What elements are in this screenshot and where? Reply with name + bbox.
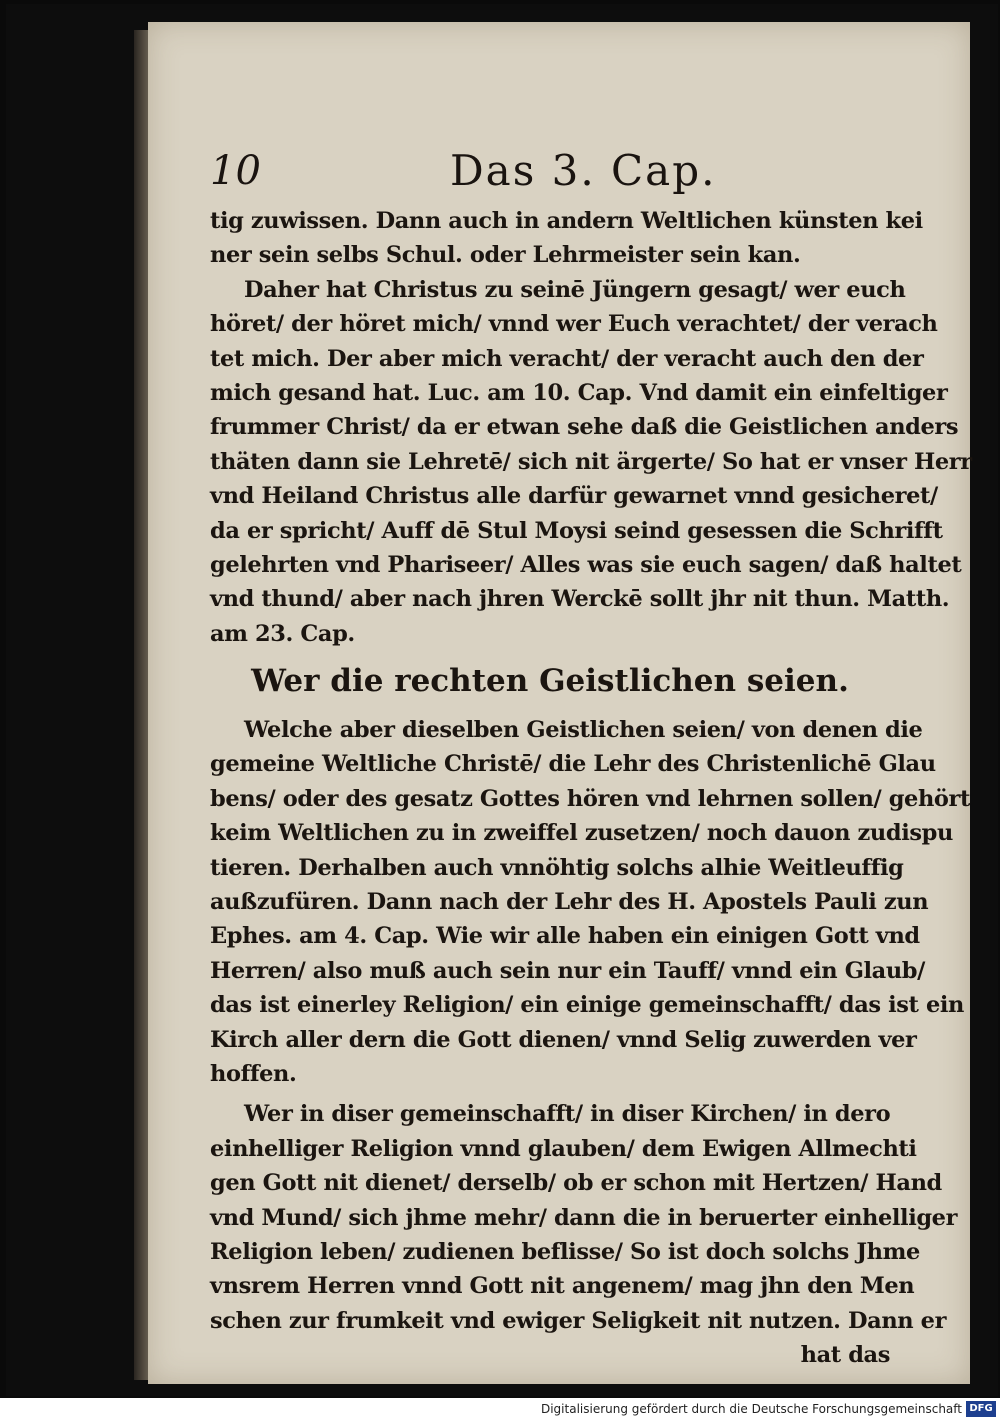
- page-header: [210, 140, 910, 200]
- text-line: Herren/ also muß auch sein nur ein Tauff/ vnnd ein Glaub/: [210, 957, 925, 984]
- text-line: schen zur frumkeit vnd ewiger Seligkeit nit nutzen. Dann er: [210, 1307, 947, 1334]
- page-number: 10: [210, 148, 261, 194]
- text-line: bens/ oder des gesatz Gottes hören vnd lehrnen sollen/ gehört: [210, 785, 970, 812]
- text-line: hoffen.: [210, 1060, 297, 1087]
- text-line: gelehrten vnd Phariseer/ Alles was sie euch sagen/ daß haltet: [210, 551, 962, 578]
- main-text: [210, 204, 972, 1373]
- section-heading: Wer die rechten Geistlichen seien.: [251, 663, 849, 700]
- text-line: ner sein selbs Schul. oder Lehrmeister sein kan.: [210, 242, 801, 269]
- text-line: Daher hat Christus zu seinē Jüngern gesagt/ wer euch: [244, 276, 906, 303]
- footer-credit: Digitalisierung gefördert durch die Deutsche Forschungsgemeinschaft: [540, 1402, 962, 1416]
- text-line: Wer in diser gemeinschafft/ in diser Kirchen/ in dero: [244, 1101, 891, 1128]
- text-line: frummer Christ/ da er etwan sehe daß die Geistlichen anders: [210, 414, 959, 441]
- text-line: gemeine Weltliche Christē/ die Lehr des Christenlichē Glau: [210, 751, 936, 778]
- book-page: [148, 22, 970, 1384]
- running-head: Das 3. Cap.: [450, 146, 717, 195]
- digitization-footer: [0, 1398, 1000, 1420]
- text-line: Welche aber dieselben Geistlichen seien/ von denen die: [244, 717, 923, 744]
- text-line: gen Gott nit dienet/ derselb/ ob er schon mit Hertzen/ Hand: [210, 1170, 942, 1197]
- text-line: vnd Heiland Christus alle darfür gewarnet vnnd gesicheret/: [210, 483, 938, 510]
- text-line: tet mich. Der aber mich veracht/ der veracht auch den der: [210, 345, 924, 372]
- dfg-logo: DFG: [966, 1401, 996, 1417]
- text-line: mich gesand hat. Luc. am 10. Cap. Vnd damit ein einfeltiger: [210, 379, 948, 406]
- text-line: höret/ der höret mich/ vnnd wer Euch verachtet/ der verach: [210, 311, 938, 338]
- text-line: tig zuwissen. Dann auch in andern Weltlichen künsten kei: [210, 208, 923, 234]
- text-line: das ist einerley Religion/ ein einige gemeinschafft/ das ist ein: [210, 992, 964, 1019]
- text-line: außzufüren. Dann nach der Lehr des H. Apostels Pauli zun: [210, 889, 929, 916]
- text-line: tieren. Derhalben auch vnnöhtig solchs alhie Weitleuffig: [210, 854, 904, 881]
- catchword: hat das: [800, 1342, 890, 1369]
- text-line: Religion leben/ zudienen beflisse/ So ist doch solchs Jhme: [210, 1238, 920, 1265]
- text-line: Kirch aller dern die Gott dienen/ vnnd Selig zuwerden ver: [210, 1026, 917, 1053]
- text-line: einhelliger Religion vnnd glauben/ dem Ewigen Allmechti: [210, 1135, 917, 1162]
- text-line: da er spricht/ Auff dē Stul Moysi seind gesessen die Schrifft: [210, 517, 943, 544]
- text-line: vnd thund/ aber nach jhren Werckē sollt jhr nit thun. Matth.: [210, 586, 950, 613]
- text-line: keim Weltlichen zu in zweiffel zusetzen/ noch dauon zudispu: [210, 820, 953, 847]
- text-line: vnd Mund/ sich jhme mehr/ dann die in beruerter einhelliger: [210, 1204, 958, 1231]
- text-line: thäten dann sie Lehretē/ sich nit ärgerte/ So hat er vnser Herr: [210, 448, 972, 475]
- text-line: vnsrem Herren vnnd Gott nit angenem/ mag jhn den Men: [210, 1273, 915, 1300]
- text-line: am 23. Cap.: [210, 620, 355, 647]
- text-line: Ephes. am 4. Cap. Wie wir alle haben ein einigen Gott vnd: [210, 923, 920, 950]
